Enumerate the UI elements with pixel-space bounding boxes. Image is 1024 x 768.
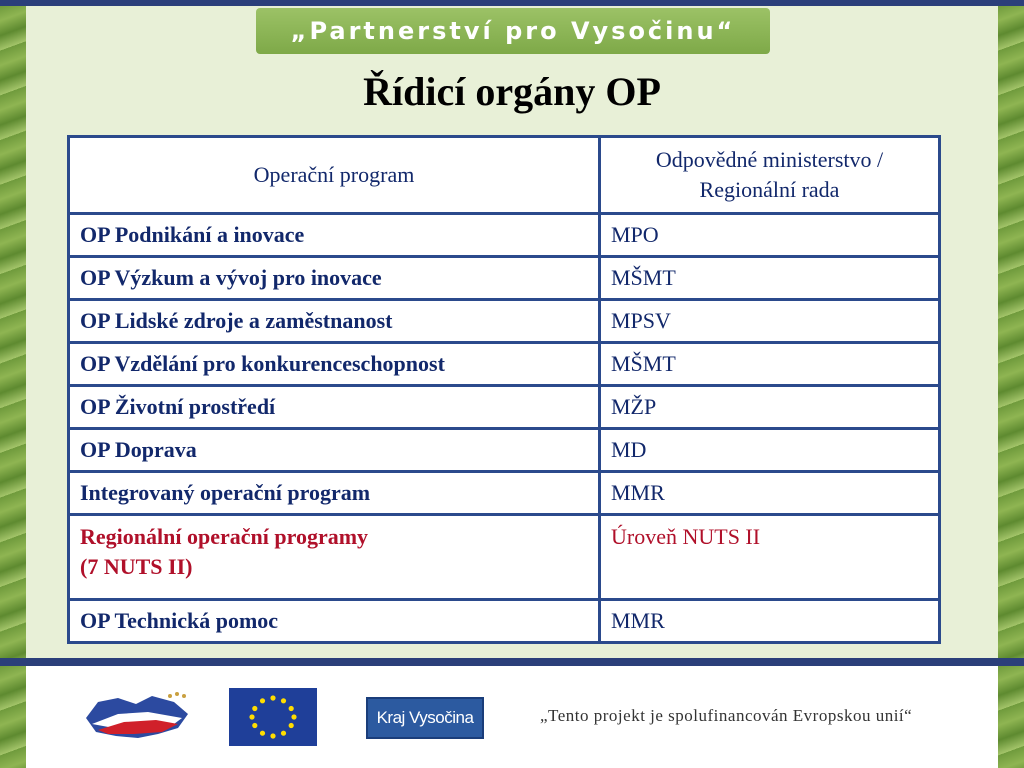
eu-stars-icon — [244, 692, 302, 742]
ministry-cell-regional: Úroveň NUTS II — [600, 515, 940, 600]
eu-flag-logo — [229, 688, 317, 746]
program-cell: OP Podnikání a inovace — [69, 214, 600, 257]
op-table — [67, 135, 941, 644]
ministry-cell: MŠMT — [600, 257, 940, 300]
page-title: Řídicí orgány OP — [363, 69, 661, 114]
table-row — [69, 257, 940, 300]
table-row — [69, 600, 940, 643]
regional-program-note: (7 NUTS II) — [80, 553, 193, 579]
table-row — [69, 386, 940, 429]
program-cell: OP Životní prostředí — [69, 386, 600, 429]
table-row — [69, 472, 940, 515]
czech-map-logo-icon — [78, 688, 194, 746]
header-program: Operační program — [69, 137, 600, 214]
table-row — [69, 214, 940, 257]
header-ministry: Odpovědné ministerstvo / Regionální rada — [600, 137, 940, 214]
ministry-cell: MŠMT — [600, 343, 940, 386]
program-cell: OP Výzkum a vývoj pro inovace — [69, 257, 600, 300]
program-cell: OP Lidské zdroje a zaměstnanost — [69, 300, 600, 343]
table-header-row — [69, 137, 940, 214]
header-banner — [256, 8, 770, 54]
ministry-cell: MŽP — [600, 386, 940, 429]
table-row — [69, 300, 940, 343]
ministry-cell: MPO — [600, 214, 940, 257]
footer-right-leaf — [998, 666, 1024, 768]
program-cell: OP Technická pomoc — [69, 600, 600, 643]
ministry-cell: MD — [600, 429, 940, 472]
table-row — [69, 429, 940, 472]
program-cell: Integrovaný operační program — [69, 472, 600, 515]
kraj-vysocina-logo: Kraj Vysočina — [366, 697, 484, 739]
ministry-cell: MMR — [600, 600, 940, 643]
table-row — [69, 343, 940, 386]
regional-program-label: Regionální operační programy — [80, 524, 369, 549]
bottom-border — [0, 658, 1024, 666]
program-cell: OP Doprava — [69, 429, 600, 472]
footer-quote: „Tento projekt je spolufinancován Evropskou unií“ — [540, 706, 913, 725]
banner-text: „Partnerství pro Vysočinu“ — [290, 17, 736, 45]
ministry-cell: MPSV — [600, 300, 940, 343]
table-row-regional — [69, 515, 940, 600]
ministry-cell: MMR — [600, 472, 940, 515]
footer-left-leaf — [0, 666, 26, 768]
program-cell: OP Vzdělání pro konkurenceschopnost — [69, 343, 600, 386]
program-cell-regional — [69, 515, 600, 600]
